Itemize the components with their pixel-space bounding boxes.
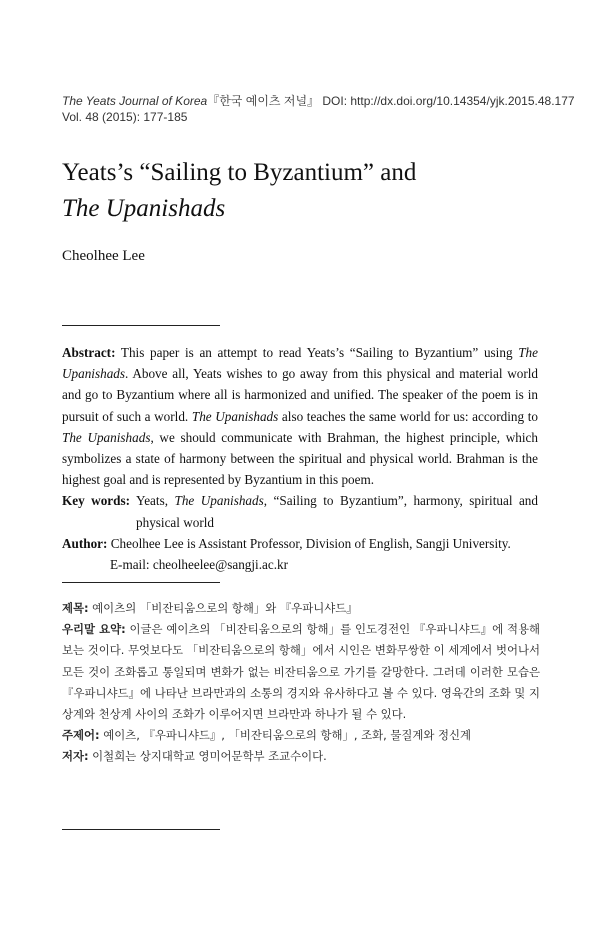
korean-summary-label: 우리말 요약: [62,622,126,637]
title-line-2: The Upanishads [62,195,226,222]
keywords-text: , “Sailing to Byzantium”, harmony, spiritual and physical world [136,493,538,530]
abstract-italic-title: The Upanishads [62,345,538,382]
volume-info: Vol. 48 (2015): 177-185 [62,110,188,124]
korean-summary-text: 이글은 예이츠의 「비잔티움으로의 항해」를 인도경전인 『우파니샤드』에 적용해 보는 것이다. 무엇보다도 「비잔티움으로의 항해」에서 시인은 변화무쌍한 이 세계에서 벗어나서 모든 것이 조화롭고 통일되며 변화가 없는 비잔티움으로 가기를 갈망한다. 그러데 이러한 모습은 『우파니샤드』에 나타난 브라만과의 소통의 경지와 유사하다고 볼 수 있다. 영육간의 조화 및 지상계와 천상계 사이의 조화가 이루어지면 브라만과 하나가 될 수 있다. [62,622,540,722]
korean-author-label: 저자: [62,749,89,764]
abstract-italic-title: The Upanishads [191,408,279,424]
korean-title-text: 예이츠의 「비잔티움으로의 항해」와 『우파니샤드』 [88,601,358,615]
paper-title [62,155,542,227]
author-info-text: Cheolhee Lee is Assistant Professor, Division of English, Sangji University. [107,535,511,551]
doi-link[interactable]: DOI: http://dx.doi.org/10.14354/yjk.2015.48.177 [319,94,575,108]
korean-author-line [62,746,540,767]
korean-title-line [62,598,540,619]
korean-summary-section [62,598,540,768]
abstract-section [62,342,538,575]
korean-keywords-text: 예이츠, 『우파니샤드』, 「비잔티움으로의 항해」, 조화, 물질계와 정신계 [99,728,472,743]
keywords-text: Yeats, [130,493,175,509]
divider-rule-1 [62,325,220,326]
author-name: Cheolhee Lee [62,248,145,264]
keywords-label: Key words: [62,493,131,509]
abstract-text: This paper is an attempt to read Yeats’s “Sailing to Byzantium” using [115,345,519,360]
korean-author-text: 이철희는 상지대학교 영미어문학부 조교수이다. [88,749,327,764]
author-email[interactable]: E-mail: cheolheelee@sangji.ac.kr [110,557,289,573]
abstract-text: . Above all, Yeats wishes to go away from this physical and material world and go to Byzantium where all is harmonized and unified. The speaker of the poem is in pursuit of such a world. [62,366,538,424]
author-info-label: Author: [62,535,108,551]
journal-header [62,93,575,125]
divider-rule-2 [62,582,220,583]
korean-keywords-line [62,725,540,746]
abstract-text: also teaches the same world for us: according to [278,408,538,424]
abstract-italic-title: The Upanishads [62,429,151,445]
journal-citation-line [62,93,575,109]
title-line-1: Yeats’s “Sailing to Byzantium” and [62,159,417,186]
journal-name-en: The Yeats Journal of Korea [62,94,208,108]
abstract-paragraph [62,342,538,490]
abstract-text: , we should communicate with Brahman, the highest principle, which symbolizes a state of harmony between the spiritual and physical world. Brahman is the highest goal and is represented by Byzantium in this poem. [62,429,538,488]
journal-name-kr: 『한국 예이츠 저널』 [207,94,320,108]
korean-keywords-label: 주제어: [62,728,100,743]
keywords-italic: The Upanishads [174,493,264,509]
author-info-paragraph [62,533,538,554]
divider-rule-3 [62,829,220,830]
korean-summary-paragraph [62,619,540,725]
keywords-paragraph [62,490,538,532]
korean-title-label: 제목: [62,601,89,615]
abstract-label: Abstract: [62,345,116,360]
